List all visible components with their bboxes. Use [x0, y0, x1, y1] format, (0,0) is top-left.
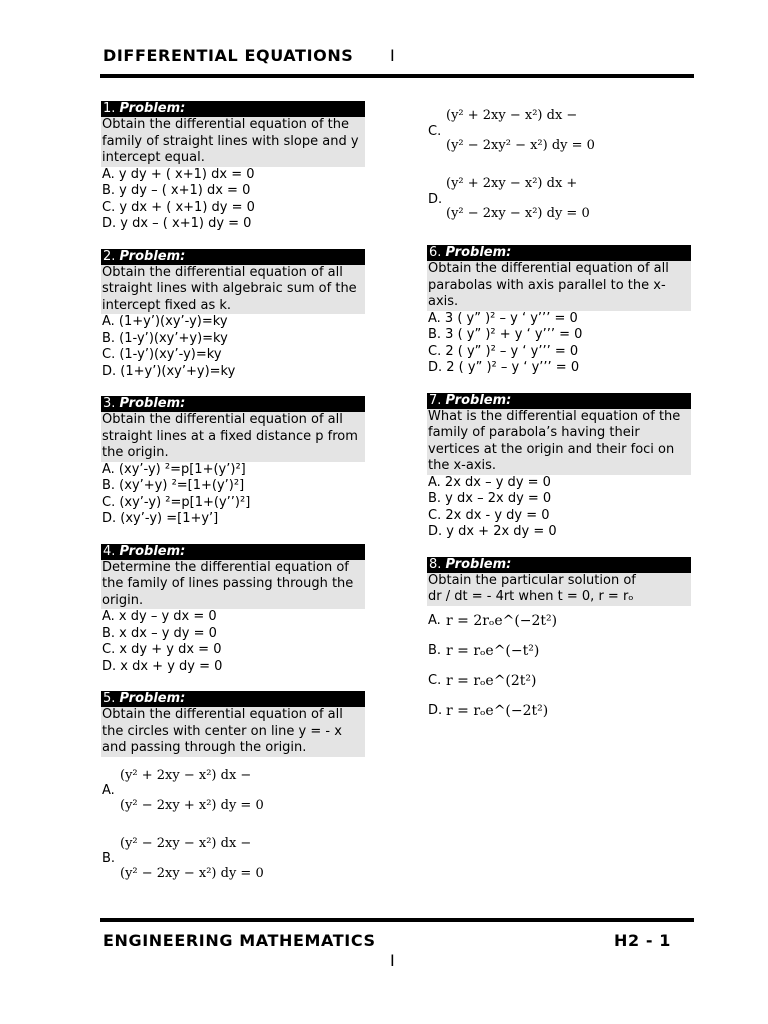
footer-mark: I	[390, 951, 395, 970]
equation-line: (y² + 2xy − x²) dx −	[120, 767, 252, 783]
option-d: D. r = rₒe^(−2t²)	[428, 702, 549, 719]
footer-title: ENGINEERING MATHEMATICS	[103, 931, 376, 950]
problem-question: Obtain the differential equation of all the circles with center on line y = - x and passing through the origin.	[101, 707, 365, 757]
equation-line: (y² + 2xy − x²) dx −	[446, 108, 578, 123]
problem-question: Obtain the differential equation of all straight lines with algebraic sum of the intercept fixed as k.	[101, 265, 365, 315]
problem-header: 1. Problem:	[101, 101, 365, 117]
option-d: D. 2 ( y” )² – y ‘ y’’’ = 0	[428, 360, 580, 375]
option-c: C. (xy’-y) ²=p[1+(y’’)²]	[102, 494, 251, 510]
equation-line: (y² − 2xy − x²) dx −	[120, 835, 252, 851]
header-mark: I	[390, 46, 395, 65]
option-d: D. y dx – ( x+1) dy = 0	[102, 216, 252, 231]
option-a: A. (y² + 2xy − x²) dx − (y² − 2xy + x²) dy = 0	[101, 761, 365, 821]
page-number: H2 - 1	[614, 931, 672, 950]
option-d: D. (xy’-y) =[1+y’]	[102, 511, 219, 526]
problem-4	[101, 544, 365, 676]
option-b: B. y dx – 2x dy = 0	[428, 491, 552, 506]
right-column	[427, 101, 691, 742]
problem-header: 5. Problem:	[101, 691, 365, 707]
problem-3	[101, 396, 365, 528]
option-d: D. y dx + 2x dy = 0	[428, 524, 557, 539]
header-rule	[100, 74, 694, 78]
option-a: A. (xy’-y) ²=p[1+(y’)²]	[102, 461, 246, 477]
option-b: B. x dx – y dy = 0	[102, 625, 217, 641]
problem-question: Obtain the differential equation of all parabolas with axis parallel to the x-axis.	[427, 261, 691, 311]
option-c: C. 2 ( y” )² – y ‘ y’’’ = 0	[428, 343, 579, 359]
option-a: A. r = 2rₒe^(−2t²)	[428, 612, 558, 629]
left-column	[101, 101, 365, 905]
equation-line: (y² − 2xy − x²) dy = 0	[120, 865, 264, 881]
option-d: D. (1+y’)(xy’+y)=ky	[102, 363, 236, 379]
option-c: C. (y² + 2xy − x²) dx − (y² − 2xy² − x²) dy = 0	[427, 101, 691, 161]
option-c: C. (1-y’)(xy’-y)=ky	[102, 347, 222, 362]
solution-expression: r = 2rₒe^(−2t²)	[446, 612, 558, 629]
problem-2	[101, 249, 365, 381]
footer-rule	[100, 918, 694, 922]
problem-8	[427, 557, 691, 726]
problem-5	[101, 691, 365, 889]
problem-question: Obtain the differential equation of all straight lines at a fixed distance p from the origin.	[101, 412, 365, 462]
option-c: C. y dx + ( x+1) dy = 0	[102, 199, 255, 215]
option-a: A. (1+y’)(xy’-y)=ky	[102, 314, 228, 329]
option-a: A. 2x dx – y dy = 0	[428, 474, 551, 490]
problem-question: What is the differential equation of the family of parabola’s having their vertices at the origin and their foci on the x-axis.	[427, 409, 691, 475]
option-a: A. y dy + ( x+1) dx = 0	[102, 166, 255, 182]
option-a: A. 3 ( y” )² – y ‘ y’’’ = 0	[428, 310, 578, 326]
problem-header: 8. Problem:	[427, 557, 691, 573]
problem-7	[427, 393, 691, 541]
equation-line: (y² − 2xy + x²) dy = 0	[120, 797, 264, 813]
option-c: C. 2x dx - y dy = 0	[428, 507, 550, 523]
problem-header: 2. Problem:	[101, 249, 365, 265]
problem-header: 6. Problem:	[427, 245, 691, 261]
option-b: B. 3 ( y” )² + y ‘ y’’’ = 0	[428, 327, 583, 342]
problem-header: 7. Problem:	[427, 393, 691, 409]
problem-question: Determine the differential equation of the family of lines passing through the origin.	[101, 560, 365, 610]
option-d: D. (y² + 2xy − x²) dx + (y² − 2xy − x²) dy = 0	[427, 169, 691, 229]
equation-line: (y² + 2xy − x²) dx +	[446, 176, 578, 191]
problem-header: 3. Problem:	[101, 396, 365, 412]
option-b: B. (xy’+y) ²=[1+(y’)²]	[102, 478, 245, 493]
option-c: C. x dy + y dx = 0	[102, 642, 222, 657]
option-a: A. x dy – y dx = 0	[102, 609, 217, 624]
option-b: B. (y² − 2xy − x²) dx − (y² − 2xy − x²) dy = 0	[101, 829, 365, 889]
option-b: B. r = rₒe^(−t²)	[428, 642, 540, 659]
problem-question: Obtain the particular solution of dr / dt = - 4rt when t = 0, r = rₒ	[427, 573, 691, 606]
solution-expression: r = rₒe^(−t²)	[446, 642, 540, 659]
option-d: D. x dx + y dy = 0	[102, 658, 223, 674]
problem-question: Obtain the differential equation of the family of straight lines with slope and y intercept equal.	[101, 117, 365, 167]
problem-6	[427, 245, 691, 377]
option-b: B. y dy – ( x+1) dx = 0	[102, 183, 251, 198]
solution-expression: r = rₒe^(2t²)	[446, 672, 537, 689]
header-title: DIFFERENTIAL EQUATIONS	[103, 46, 354, 65]
equation-line: (y² − 2xy − x²) dy = 0	[446, 206, 590, 221]
problem-header: 4. Problem:	[101, 544, 365, 560]
option-b: B. (1-y’)(xy’+y)=ky	[102, 330, 228, 346]
solution-expression: r = rₒe^(−2t²)	[446, 702, 549, 719]
problem-1	[101, 101, 365, 233]
equation-line: (y² − 2xy² − x²) dy = 0	[446, 138, 595, 153]
option-c: C. r = rₒe^(2t²)	[428, 672, 537, 689]
